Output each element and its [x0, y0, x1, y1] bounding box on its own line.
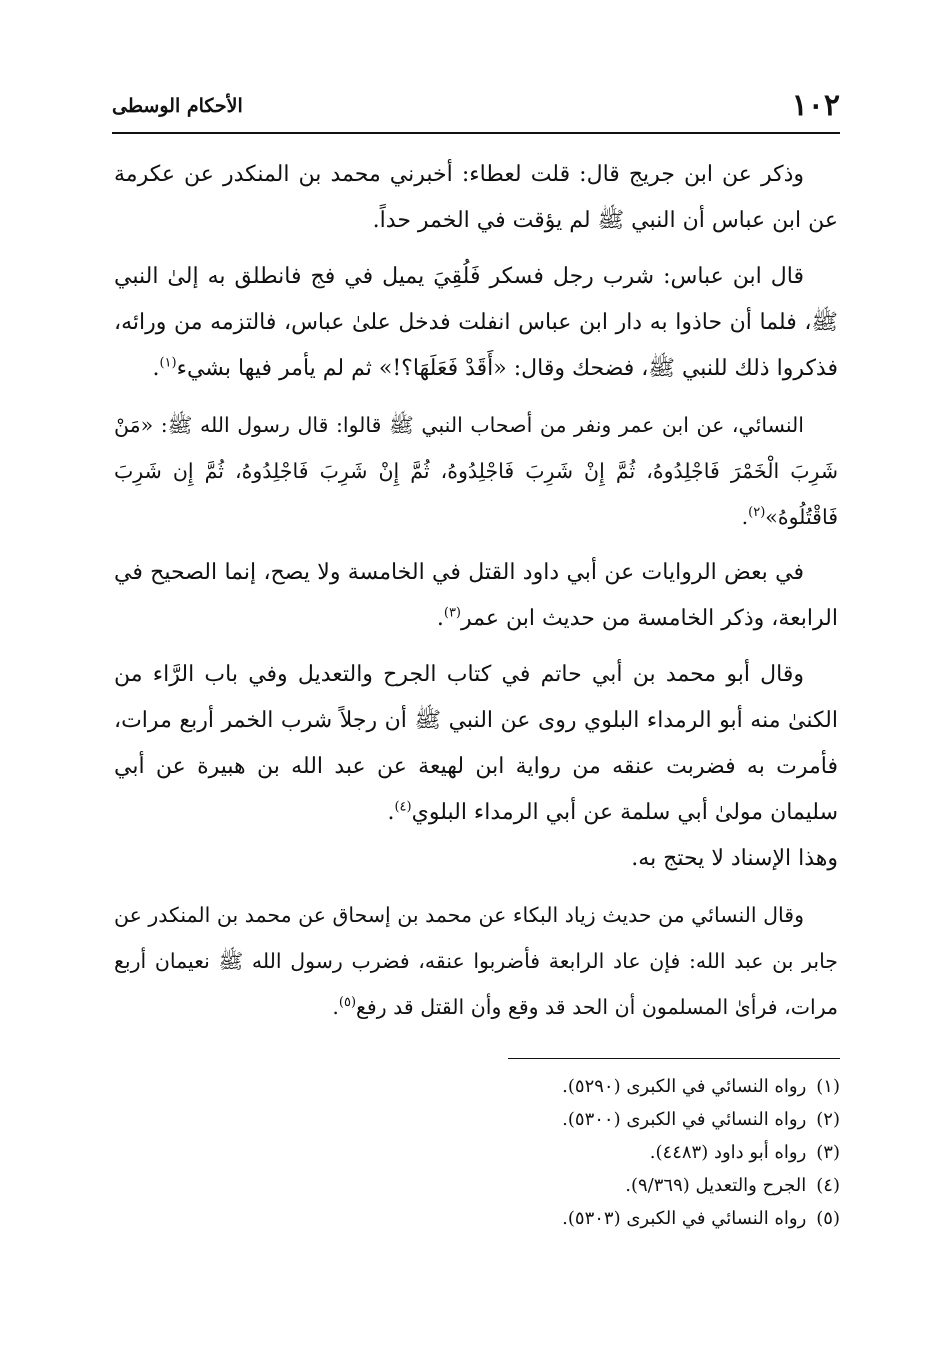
footnote-text: رواه النسائي في الكبرى (٥٣٠٠).: [562, 1109, 807, 1130]
paragraph: النسائي، عن ابن عمر ونفر من أصحاب النبي ﷺ قالوا: قال رسول الله ﷺ: «مَنْ شَرِبَ الْخَمْرَ فَاجْلِدُوهُ، ثُمَّ إِنْ شَرِبَ فَاجْلِدُوهُ، ثُمَّ إِنْ شَرِبَ فَاجْلِدُوهُ، ثُمَّ إِن شَرِبَ فَاقْتُلُوهُ»$^{(٢)}$.: [114, 413, 838, 529]
footnote: [112, 1136, 840, 1169]
footnote-text: رواه النسائي في الكبرى (٥٣٠٣).: [562, 1208, 807, 1229]
footnote-reference[interactable]: (٤): [394, 799, 412, 815]
footnote-marker: (١): [816, 1076, 840, 1097]
paragraph-text: النسائي، عن ابن عمر ونفر من أصحاب النبي ﷺ قالوا: قال رسول الله ﷺ: «مَنْ شَرِبَ الْخَمْرَ فَاجْلِدُوهُ، ثُمَّ إِنْ شَرِبَ فَاجْلِدُوهُ، ثُمَّ إِنْ شَرِبَ فَاجْلِدُوهُ، ثُمَّ إِن شَرِبَ فَاقْتُلُوهُ»: [114, 413, 838, 529]
footnote-marker: (٢): [816, 1109, 840, 1130]
footnote: [112, 1169, 840, 1202]
paragraph-text: وهذا الإسناد لا يحتج به.: [631, 846, 838, 871]
footnote: [112, 1103, 840, 1136]
page-header: [112, 86, 840, 126]
footnote-reference[interactable]: (١): [159, 355, 177, 371]
paragraph-text: قال ابن عباس: شرب رجل فسكر فَلُقِيَ يميل في فج فانطلق به إلىٰ النبي ﷺ، فلما أن حاذوا به دار ابن عباس انفلت فدخل علىٰ عباس، فالتزمه من ورائه، فذكروا ذلك للنبي ﷺ، فضحك وقال: «أَقَدْ فَعَلَهَا؟!» ثم لم يأمر فيها بشيء: [114, 264, 838, 381]
footnotes-list: [112, 1070, 840, 1235]
footnote-reference[interactable]: (٢): [748, 505, 766, 521]
paragraph: [114, 152, 838, 244]
running-title: الأحكام الوسطى: [112, 95, 243, 117]
paragraph: [114, 836, 838, 882]
footnote-text: رواه أبو داود (٤٤٨٣).: [649, 1142, 807, 1163]
footnote-text: الجرح والتعديل (٩/٣٦٩).: [625, 1175, 807, 1196]
paragraph-text: في بعض الروايات عن أبي داود القتل في الخامسة ولا يصح، إنما الصحيح في الرابعة، وذكر الخامسة من حديث ابن عمر: [114, 560, 838, 631]
footnote: [112, 1202, 840, 1235]
paragraph: في بعض الروايات عن أبي داود القتل في الخامسة ولا يصح، إنما الصحيح في الرابعة، وذكر الخامسة من حديث ابن عمر$^{(٣)}$.: [114, 560, 838, 631]
page-number: ١٠٢: [791, 88, 840, 123]
footnote-marker: (٣): [816, 1142, 840, 1163]
paragraph-text: وقال أبو محمد بن أبي حاتم في كتاب الجرح والتعديل وفي باب الرَّاء من الكنىٰ منه أبو الرمداء البلوي روى عن النبي ﷺ أن رجلاً شرب الخمر أربع مرات، فأمرت به فضربت عنقه من رواية ابن لهيعة عن عبد الله بن هبيرة عن أبي سليمان مولىٰ أبي سلمة عن أبي الرمداء البلوي: [114, 662, 838, 825]
footnote-reference[interactable]: (٥): [338, 995, 357, 1011]
paragraph-text: وذكر عن ابن جريج قال: قلت لعطاء: أخبرني محمد بن المنكدر عن عكرمة عن ابن عباس أن النبي ﷺ لم يؤقت في الخمر حداً.: [114, 162, 838, 233]
paragraph-text: وقال النسائي من حديث زياد البكاء عن محمد بن إسحاق عن محمد بن المنكدر عن جابر بن عبد الله: فإن عاد الرابعة فأضربوا عنقه، فضرب رسول الله ﷺ نعيمان أربع مرات، فرأىٰ المسلمون أن الحد قد وقع وأن القتل قد رفع: [114, 903, 838, 1019]
footnote-reference[interactable]: (٣): [443, 605, 461, 621]
paragraph: قال ابن عباس: شرب رجل فسكر فَلُقِيَ يميل في فج فانطلق به إلىٰ النبي ﷺ، فلما أن حاذوا به دار ابن عباس انفلت فدخل علىٰ عباس، فالتزمه من ورائه، فذكروا ذلك للنبي ﷺ، فضحك وقال: «أَقَدْ فَعَلَهَا؟!» ثم لم يأمر فيها بشيء$^{(١)}$.: [114, 264, 838, 381]
footnote-marker: (٤): [816, 1175, 840, 1196]
footnote-divider: [508, 1058, 840, 1059]
paragraph: وقال النسائي من حديث زياد البكاء عن محمد بن إسحاق عن محمد بن المنكدر عن جابر بن عبد الله: فإن عاد الرابعة فأضربوا عنقه، فضرب رسول الله ﷺ نعيمان أربع مرات، فرأىٰ المسلمون أن الحد قد وقع وأن القتل قد رفع$^{(٥)}$.: [114, 903, 838, 1019]
header-divider: [112, 132, 840, 134]
footnote-text: رواه النسائي في الكبرى (٥٢٩٠).: [562, 1076, 807, 1097]
main-text: [114, 152, 838, 1040]
footnote-marker: (٥): [816, 1208, 840, 1229]
footnote: [112, 1070, 840, 1103]
paragraph: وقال أبو محمد بن أبي حاتم في كتاب الجرح والتعديل وفي باب الرَّاء من الكنىٰ منه أبو الرمداء البلوي روى عن النبي ﷺ أن رجلاً شرب الخمر أربع مرات، فأمرت به فضربت عنقه من رواية ابن لهيعة عن عبد الله بن هبيرة عن أبي سليمان مولىٰ أبي سلمة عن أبي الرمداء البلوي$^{(٤)}$.: [114, 662, 838, 825]
